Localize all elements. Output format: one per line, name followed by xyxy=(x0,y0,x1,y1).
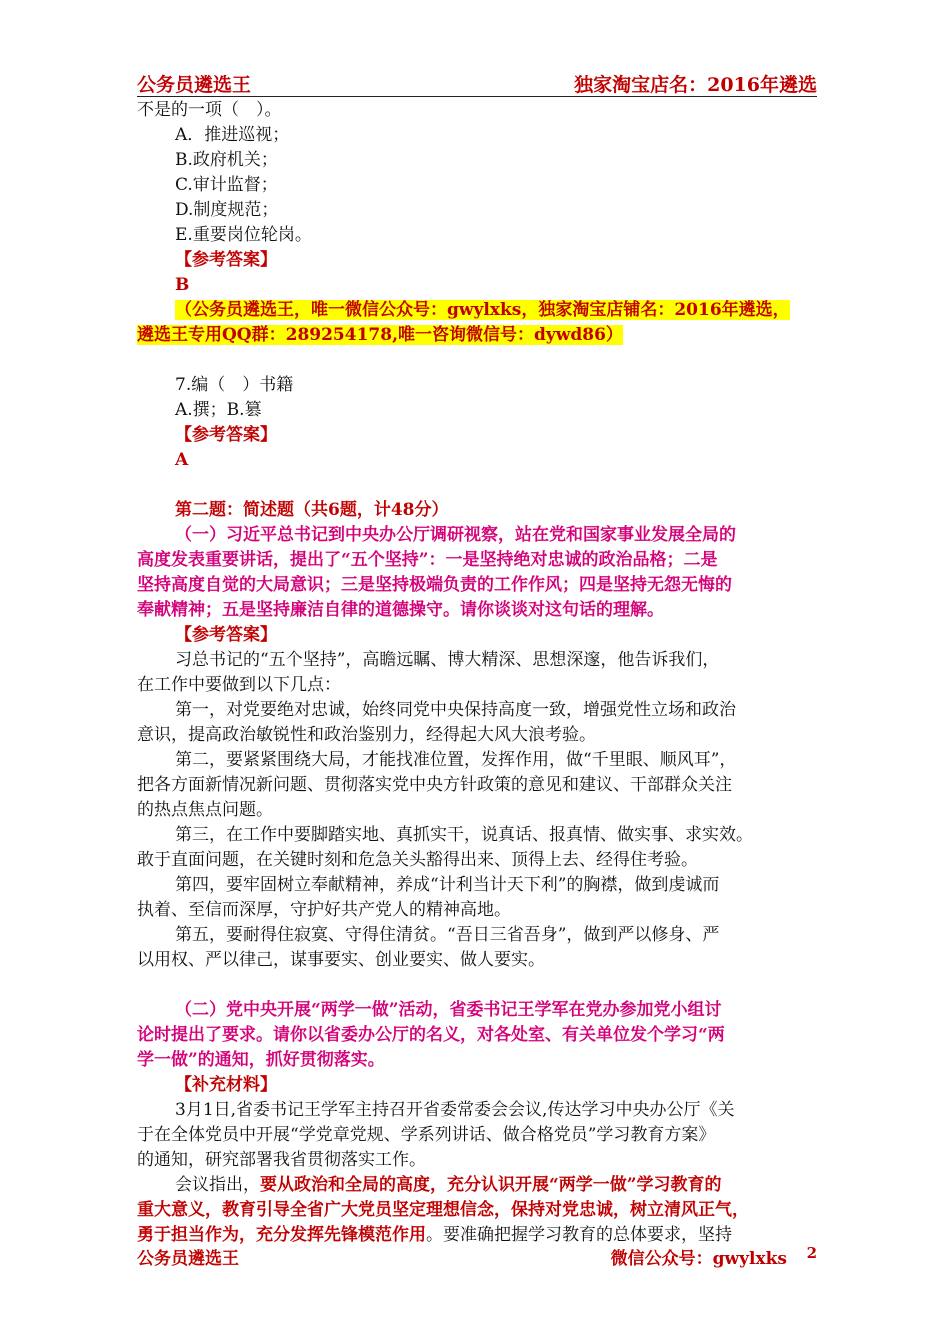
s2-q2-material-p2-line-1 xyxy=(137,1173,817,1198)
s2-q2-material-line-1: 3月1日,省委书记王学军主持召开省委常委会会议,传达学习中央办公厅《关 xyxy=(175,1100,735,1120)
s2-q2-line-2: 论时提出了要求。请你以省委办公厅的名义，对各处室、有关单位发个学习“两 xyxy=(137,1025,725,1045)
s2-q2-material-p2-prefix: 会议指出， xyxy=(175,1175,260,1195)
q7-answer-label: 【参考答案】 xyxy=(175,425,277,445)
s2-q1-answer-line-10: 第四，要牢固树立奉献精神，养成“计利当计天下利”的胸襟，做到虔诚而 xyxy=(175,875,720,895)
s2-q1-answer-line-13: 以用权、严以律己，谋事要实、创业要实、做人要实。 xyxy=(137,950,545,970)
s2-q1-answer-line-3: 第一，对党要绝对忠诚，始终同党中央保持高度一致，增强党性立场和政治 xyxy=(175,700,736,720)
s2-q2-line-3: 学一做”的通知，抓好贯彻落实。 xyxy=(137,1050,385,1070)
q6-option-b: B.政府机关； xyxy=(175,150,278,170)
q6-option-a: A．推进巡视； xyxy=(175,125,290,145)
s2-q2-material-line-3: 的通知，研究部署我省贯彻落实工作。 xyxy=(137,1150,426,1170)
s2-q2-material-p2-red-3: 勇于担当作为，充分发挥先锋模范作用 xyxy=(137,1225,426,1245)
s2-q1-answer-line-9: 敢于直面问题，在关键时刻和危急关头豁得出来、顶得上去、经得住考验。 xyxy=(137,850,698,870)
page-header xyxy=(137,66,817,97)
footer-left-title: 公务员遴选王 xyxy=(137,1249,239,1269)
s2-q1-line-1: （一）习近平总书记到中央办公厅调研视察，站在党和国家事业发展全局的 xyxy=(175,525,736,545)
s2-q1-answer-line-4: 意识，提高政治敏锐性和政治鉴别力，经得起大风大浪考验。 xyxy=(137,725,596,745)
s2-q1-answer-line-1: 习总书记的“五个坚持”，高瞻远瞩、博大精深、思想深邃，他告诉我们， xyxy=(175,650,720,670)
s2-q1-answer-line-7: 的热点焦点问题。 xyxy=(137,800,273,820)
q6-option-e: E.重要岗位轮岗。 xyxy=(175,225,312,245)
s2-q2-material-p2-red-2: 重大意义，教育引导全省广大党员坚定理想信念，保持对党忠诚，树立清风正气， xyxy=(137,1200,749,1220)
s2-q1-line-2: 高度发表重要讲话，提出了“五个坚持”：一是坚持绝对忠诚的政治品格；二是 xyxy=(137,550,718,570)
q6-stem-tail: 不是的一项（ ）。 xyxy=(137,100,282,120)
s2-q1-answer-line-12: 第五，要耐得住寂寞、守得住清贫。“吾日三省吾身”，做到严以修身、严 xyxy=(175,925,720,945)
s2-q2-material-p2-red-1: 要从政治和全局的高度，充分认识开展“两学一做”学习教育的 xyxy=(260,1175,722,1195)
s2-q2-material-label: 【补充材料】 xyxy=(175,1075,277,1095)
promo-line-2: 遴选王专用QQ群：289254178,唯一咨询微信号：dywd86） xyxy=(137,325,623,345)
q6-option-d: D.制度规范； xyxy=(175,200,279,220)
q6-option-c: C.审计监督； xyxy=(175,175,278,195)
s2-q1-line-3: 坚持高度自觉的大局意识；三是坚持极端负责的工作作风；四是坚持无怨无悔的 xyxy=(137,575,732,595)
s2-q2-line-1: （二）党中央开展“两学一做”活动，省委书记王学军在党办参加党小组讨 xyxy=(175,1000,722,1020)
s2-q1-answer-line-5: 第二，要紧紧围绕大局，才能找准位置，发挥作用，做“千里眼、顺风耳”， xyxy=(175,750,737,770)
q7-answer: A xyxy=(175,450,189,470)
s2-q1-answer-line-2: 在工作中要做到以下几点： xyxy=(137,675,341,695)
s2-q2-material-p2-suffix: 。要准确把握学习教育的总体要求，坚持 xyxy=(426,1225,732,1245)
s2-q1-answer-line-6: 把各方面新情况新问题、贯彻落实党中央方针政策的意见和建议、干部群众关注 xyxy=(137,775,732,795)
s2-q2-material-line-2: 于在全体党员中开展“学党章党规、学系列讲话、做合格党员”学习教育方案》 xyxy=(137,1125,716,1145)
s2-q1-answer-line-11: 执着、至信而深厚，守护好共产党人的精神高地。 xyxy=(137,900,511,920)
footer-wechat: 微信公众号：gwylxks xyxy=(610,1249,787,1269)
q6-answer: B xyxy=(175,275,190,295)
s2-q1-answer-line-8: 第三，在工作中要脚踏实地、真抓实干，说真话、报真情、做实事、求实效。 xyxy=(175,825,753,845)
q7-options: A.撰；B.篡 xyxy=(175,400,262,420)
q6-answer-label: 【参考答案】 xyxy=(175,250,277,270)
header-right-title: 独家淘宝店名：2016年遴选 xyxy=(574,74,817,96)
s2-q1-answer-label: 【参考答案】 xyxy=(175,625,277,645)
promo-line-1: （公务员遴选王，唯一微信公众号：gwylxks，独家淘宝店铺名：2016年遴选， xyxy=(175,300,790,320)
section2-title: 第二题：简述题（共6题，计48分） xyxy=(175,500,449,520)
q7-stem: 7.编（ ）书籍 xyxy=(175,375,294,395)
header-left-title: 公务员遴选王 xyxy=(137,74,252,96)
page-footer xyxy=(137,1244,817,1270)
document-body xyxy=(137,98,817,1248)
s2-q1-line-4: 奉献精神；五是坚持廉洁自律的道德操守。请你谈谈对这句话的理解。 xyxy=(137,600,664,620)
page-number: 2 xyxy=(806,1244,817,1262)
